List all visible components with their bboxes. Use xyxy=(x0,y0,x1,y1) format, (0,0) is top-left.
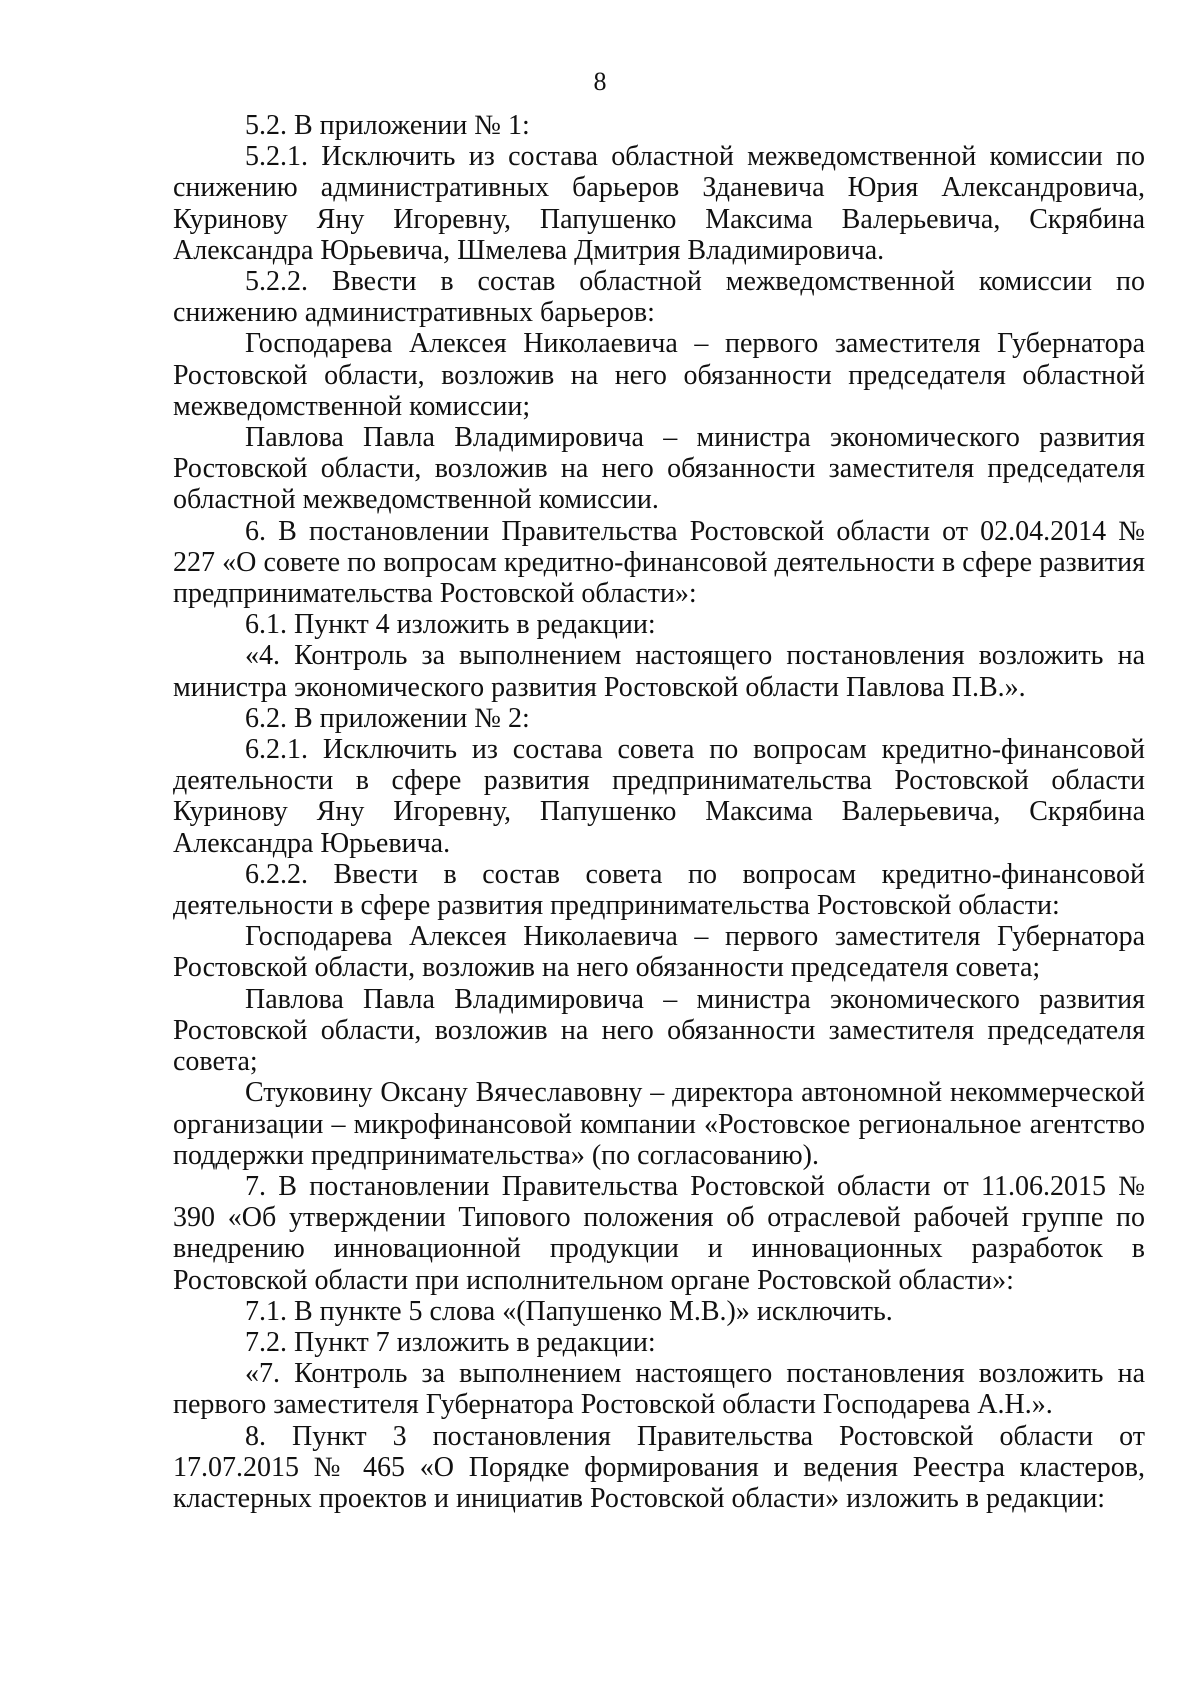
paragraph-gospodarev-commission: Господарева Алексея Николаевича – первого заместителя Губернатора Ростовской области, возложив на него обязанности председателя областной межведомственной комиссии; xyxy=(173,328,1145,422)
paragraph-6: 6. В постановлении Правительства Ростовской области от 02.04.2014 № 227 «О совете по вопросам кредитно-финансовой деятельности в сфере развития предпринимательства Ростовской области»: xyxy=(173,515,1145,610)
paragraph-5-2-1: 5.2.1. Исключить из состава областной межведомственной комиссии по снижению административных барьеров Зданевича Юрия Александровича, Куринову Яну Игоревну, Папушенко Максима Валерьевича, Скрябина Александра Юрьевича, Шмелева Дмитрия Владимировича. xyxy=(173,141,1145,266)
paragraph-5-2: 5.2. В приложении № 1: xyxy=(245,110,530,141)
paragraph-7-2: 7.2. Пункт 7 изложить в редакции: xyxy=(245,1326,656,1358)
document-body xyxy=(173,110,1145,1514)
paragraph-6-1-quote: «4. Контроль за выполнением настоящего постановления возложить на министра экономического развития Ростовской области Павлова П.В.». xyxy=(173,640,1145,703)
paragraph-6-2-2: 6.2.2. Ввести в состав совета по вопросам кредитно-финансовой деятельности в сфере развития предпринимательства Ростовской области: xyxy=(173,858,1145,922)
paragraph-7-1: 7.1. В пункте 5 слова «(Папушенко М.В.)» исключить. xyxy=(245,1295,893,1327)
paragraph-7: 7. В постановлении Правительства Ростовской области от 11.06.2015 № 390 «Об утверждении Типового положения об отраслевой рабочей группе по внедрению инновационной продукции и инновационных разработок в Ростовской области при исполнительном органе Ростовской области»: xyxy=(173,1170,1145,1296)
paragraph-stukovina: Стуковину Оксану Вячеславовну – директора автономной некоммерческой организации – микрофинансовой компании «Ростовское региональное агентство поддержки предпринимательства» (по согласованию). xyxy=(173,1077,1145,1171)
paragraph-5-2-2: 5.2.2. Ввести в состав областной межведомственной комиссии по снижению административных барьеров: xyxy=(173,266,1145,329)
page-number: 8 xyxy=(593,67,607,96)
paragraph-6-1: 6.1. Пункт 4 изложить в редакции: xyxy=(245,609,656,641)
paragraph-6-2: 6.2. В приложении № 2: xyxy=(245,702,530,734)
paragraph-pavlov-council: Павлова Павла Владимировича – министра экономического развития Ростовской области, возложив на него обязанности заместителя председателя совета; xyxy=(173,983,1145,1078)
paragraph-pavlov-commission: Павлова Павла Владимировича – министра экономического развития Ростовской области, возложив на него обязанности заместителя председателя областной межведомственной комиссии. xyxy=(173,422,1145,516)
paragraph-6-2-1: 6.2.1. Исключить из состава совета по вопросам кредитно-финансовой деятельности в сфере развития предпринимательства Ростовской области Куринову Яну Игоревну, Папушенко Максима Валерьевича, Скрябина Александра Юрьевича. xyxy=(173,734,1145,859)
paragraph-gospodarev-council: Господарева Алексея Николаевича – первого заместителя Губернатора Ростовской области, возложив на него обязанности председателя совета; xyxy=(173,921,1145,984)
paragraph-8: 8. Пункт 3 постановления Правительства Ростовской области от 17.07.2015 № 465 «О Порядке формирования и ведения Реестра кластеров, кластерных проектов и инициатив Ростовской области» изложить в редакции: xyxy=(173,1420,1145,1514)
paragraph-7-2-quote: «7. Контроль за выполнением настоящего постановления возложить на первого заместителя Губернатора Ростовской области Господарева А.Н.». xyxy=(173,1358,1145,1421)
